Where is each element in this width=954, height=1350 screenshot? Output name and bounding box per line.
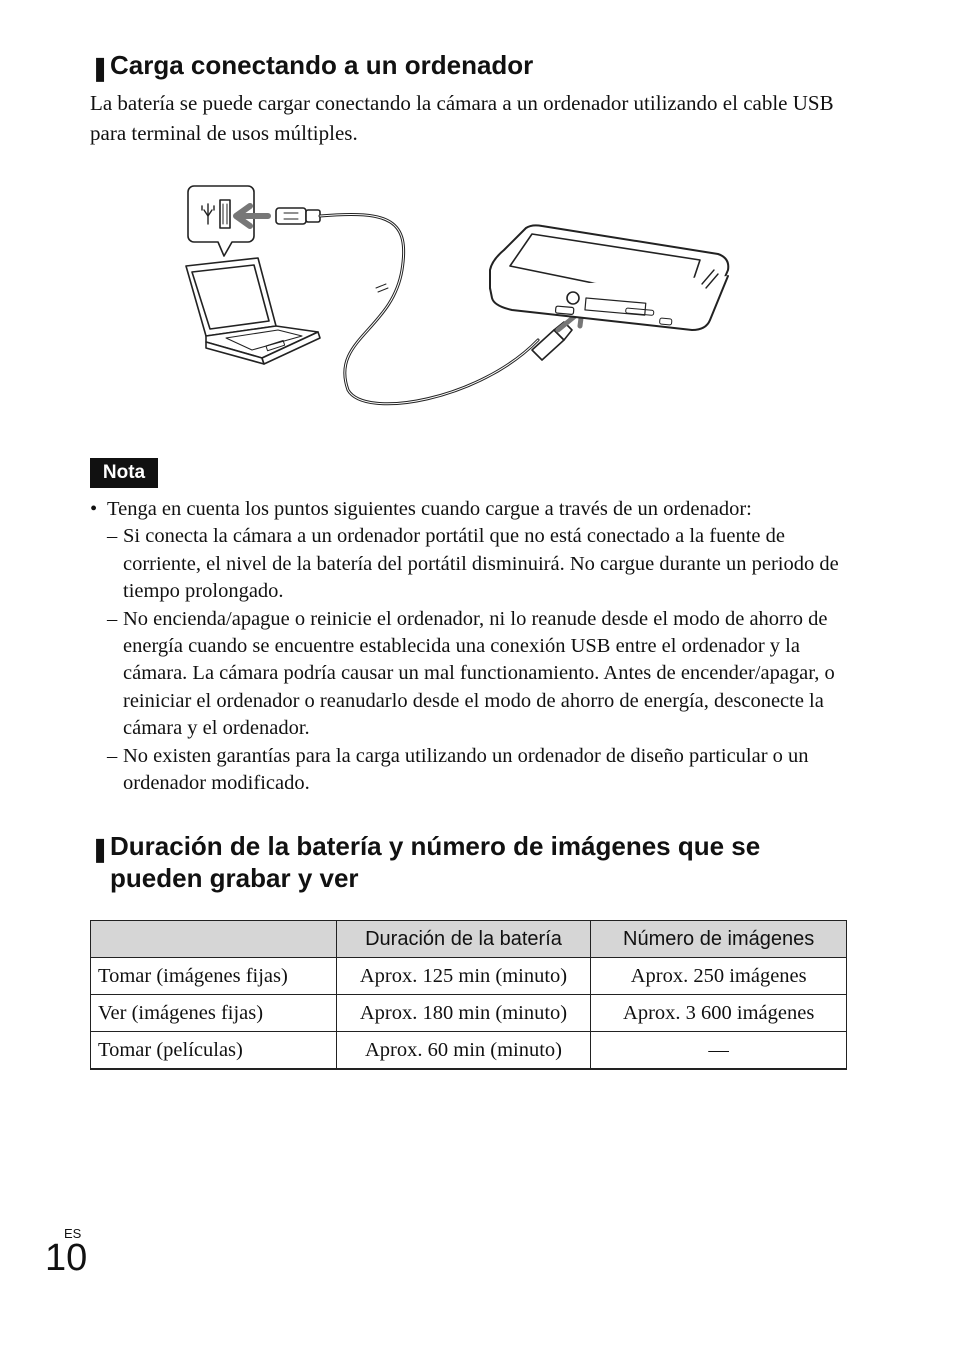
dash-icon: – <box>107 744 118 767</box>
table-header <box>91 921 337 958</box>
note-item <box>90 606 850 743</box>
note-item <box>90 523 850 605</box>
intro-paragraph: La batería se puede cargar conectando la cámara a un ordenador utilizando el cable USB para terminal de usos múltiples. <box>90 91 834 145</box>
note-list <box>90 496 850 797</box>
note-bullet-text: Tenga en cuenta los puntos siguientes cuando cargue a través de un ordenador: <box>107 498 752 520</box>
section-heading-battery <box>90 830 760 894</box>
section-title-line1: Duración de la batería y número de imágenes que se <box>110 831 761 861</box>
table-header: Número de imágenes <box>591 921 847 958</box>
table-row <box>91 958 847 995</box>
battery-table <box>90 920 847 1070</box>
table-header-row <box>91 921 847 958</box>
table-row <box>91 1032 847 1070</box>
note-item <box>90 743 850 798</box>
heading-marker-icon: ❚ <box>90 836 111 863</box>
note-bullet <box>90 496 850 523</box>
table-cell: Aprox. 250 imágenes <box>591 958 847 995</box>
table-cell: — <box>591 1032 847 1070</box>
section-title: Carga conectando a un ordenador <box>110 50 534 80</box>
table-cell: Tomar (películas) <box>91 1032 337 1070</box>
page-number: 10 <box>45 1237 88 1279</box>
dash-icon: – <box>107 607 118 630</box>
note-item-text: No encienda/apague o reinicie el ordenador, ni lo reanude desde el modo de ahorro de energía cuando se encuentre establecida una conexión USB entre el ordenador y la cámara. La cámara podría causar un mal functionamiento. Antes de encender/apagar, o reiniciar el ordenador o reanudarlo desde el modo de ahorro de energía, desconecte la cámara y el ordenador. <box>123 607 835 740</box>
table-cell: Aprox. 60 min (minuto) <box>336 1032 591 1070</box>
page-language: ES <box>64 1226 82 1241</box>
note-item-text: Si conecta la cámara a un ordenador portátil que no está conectado a la fuente de corriente, el nivel de la batería del portátil disminuirá. No cargue durante un periodo de tiempo prolongado. <box>123 525 839 603</box>
note-item-text: No existen garantías para la carga utilizando un ordenador de diseño particular o un ordenador modificado. <box>123 744 809 795</box>
dash-icon: – <box>107 525 118 548</box>
table-cell: Aprox. 3 600 imágenes <box>591 995 847 1032</box>
table-header: Duración de la batería <box>336 921 591 958</box>
section-heading-charging <box>90 49 533 81</box>
bullet-icon: • <box>90 498 98 520</box>
table-cell: Ver (imágenes fijas) <box>91 995 337 1032</box>
table-row <box>91 995 847 1032</box>
table-cell: Aprox. 180 min (minuto) <box>336 995 591 1032</box>
laptop-illustration <box>186 258 320 364</box>
note-badge: Nota <box>90 458 158 488</box>
table-cell: Aprox. 125 min (minuto) <box>336 958 591 995</box>
usb-plug <box>276 208 320 224</box>
heading-marker-icon: ❚ <box>90 55 111 82</box>
usb-connection-illustration <box>180 180 740 420</box>
camera-illustration <box>490 225 728 330</box>
section-title-line2: pueden grabar y ver <box>110 863 359 893</box>
table-cell: Tomar (imágenes fijas) <box>91 958 337 995</box>
